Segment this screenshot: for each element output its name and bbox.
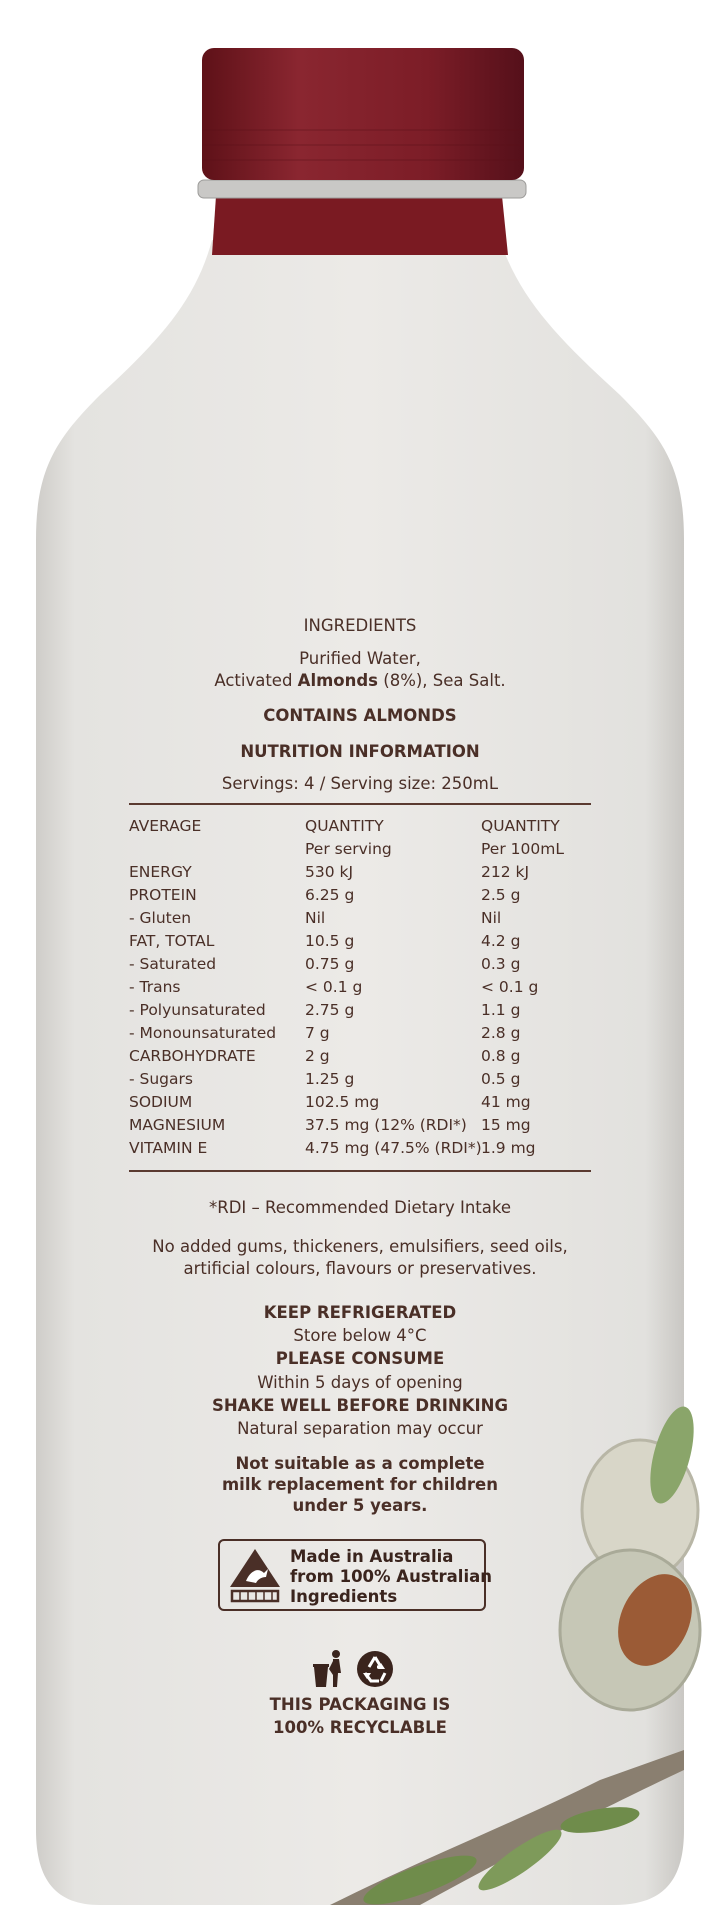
- store-below: Store below 4°C: [293, 1326, 427, 1345]
- table-top-rule: [129, 803, 591, 805]
- no-added-line1: No added gums, thickeners, emulsifiers, seed oils,: [152, 1237, 568, 1256]
- kangaroo-triangle-icon: [228, 1547, 282, 1605]
- rdi-note: *RDI – Recommended Dietary Intake: [208, 1198, 511, 1217]
- ingredients-heading: INGREDIENTS: [303, 616, 417, 635]
- ingredients-line1: Purified Water,: [299, 649, 421, 668]
- not-suitable-line2: milk replacement for children: [221, 1475, 498, 1494]
- neck-ring: [198, 180, 526, 198]
- contains-almonds: CONTAINS ALMONDS: [263, 706, 457, 725]
- ingredients-line2: Activated Almonds (8%), Sea Salt.: [214, 671, 506, 690]
- not-suitable-line3: under 5 years.: [292, 1496, 428, 1515]
- recyclable-line1: THIS PACKAGING IS: [269, 1695, 451, 1714]
- nutrition-heading: NUTRITION INFORMATION: [240, 742, 480, 761]
- servings-line: Servings: 4 / Serving size: 250mL: [221, 774, 499, 793]
- please-consume: PLEASE CONSUME: [275, 1349, 445, 1368]
- within-days: Within 5 days of opening: [257, 1373, 463, 1392]
- recycle-icon: [355, 1649, 395, 1689]
- tidyman-bin-icon: [311, 1649, 347, 1689]
- not-suitable-line1: Not suitable as a complete: [235, 1454, 485, 1473]
- neck-band: [212, 196, 508, 255]
- shake-well: SHAKE WELL BEFORE DRINKING: [211, 1396, 508, 1415]
- natural-separation: Natural separation may occur: [237, 1419, 483, 1438]
- made-in-australia-badge: [218, 1539, 492, 1611]
- no-added-line2: artificial colours, flavours or preservatives.: [183, 1259, 537, 1278]
- recyclable-line2: 100% RECYCLABLE: [273, 1718, 447, 1737]
- badge-text: Made in Australia from 100% Australian Ingredients: [290, 1547, 492, 1606]
- keep-refrigerated: KEEP REFRIGERATED: [263, 1303, 457, 1322]
- table-bottom-rule: [129, 1170, 591, 1172]
